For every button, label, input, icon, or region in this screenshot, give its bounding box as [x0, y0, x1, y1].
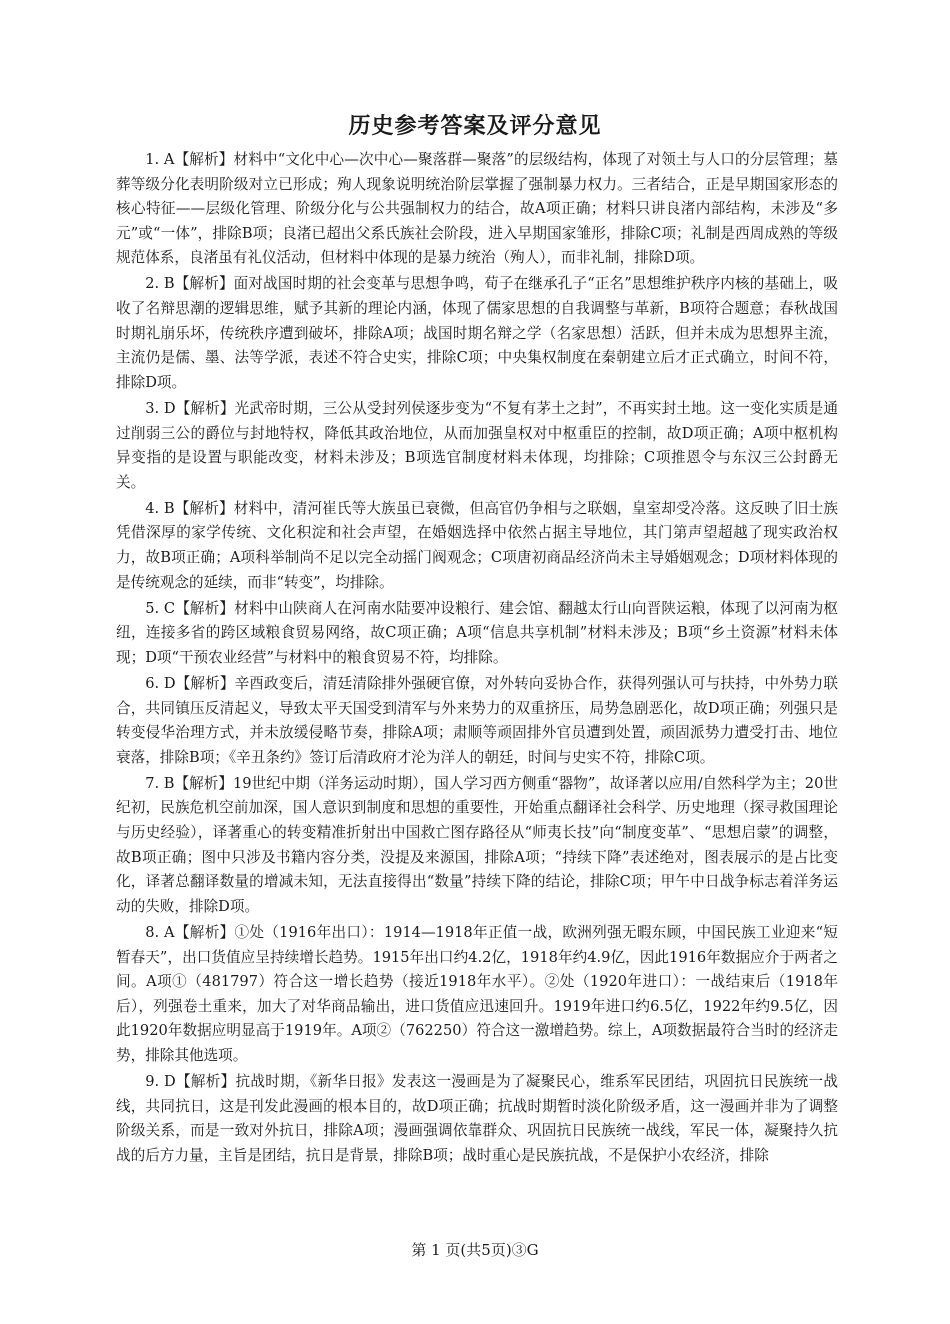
answer-paragraph-2: 2. B【解析】面对战国时期的社会变革与思想争鸣，荀子在继承孔子“正名”思想维护秩序内核的基础上，吸收了名辩思潮的逻辑思维，赋予其新的理论内涵，体现了儒家思想的自我调整与革新，B项符合题意；春秋战国时期礼崩乐坏，传统秩序遭到破坏，排除A项；战国时期名辩之学（名家思想）活跃，但并未成为思想界主流，主流仍是儒、墨、法等学派，表述不符合史实，排除C项；中央集权制度在秦朝建立后才正式确立，时间不符，排除D项。	[116, 275, 838, 391]
answer-paragraph-4: 4. B【解析】材料中，清河崔氏等大族虽已衰微，但高官仍争相与之联姻，皇室却受冷落。这反映了旧士族凭借深厚的家学传统、文化积淀和社会声望，在婚姻选择中依然占据主导地位，其门第声望超越了现实政治权力，故B项正确；A项科举制尚不足以完全动摇门阀观念；C项唐初商品经济尚未主导婚姻观念；D项材料体现的是传统观念的延续，而非“转变”，均排除。	[116, 499, 838, 591]
answer-body	[116, 148, 838, 1170]
page-footer: 第 1 页(共5页)③G	[411, 1241, 539, 1259]
answer-paragraph-9: 9. D【解析】抗战时期，《新华日报》发表这一漫画是为了凝聚民心，维系军民团结，巩固抗日民族统一战线，共同抗日，这是刊发此漫画的根本目的，故D项正确；抗战时期暂时淡化阶级矛盾，这一漫画并非为了调整阶级关系，而是一致对外抗日，排除A项；漫画强调依靠群众、巩固抗日民族统一战线，军民一体，凝聚持久抗战的后方力量，主旨是团结，抗日是背景，排除B项；战时重心是民族抗战，不是保护小农经济，排除	[116, 1072, 838, 1164]
answer-paragraph-3: 3. D【解析】光武帝时期，三公从受封列侯逐步变为“不复有茅土之封”，不再实封土地。这一变化实质是通过削弱三公的爵位与封地特权，降低其政治地位，从而加强皇权对中枢重臣的控制，故D项正确；A项中枢机构异变指的是设置与职能改变，材料未涉及；B项选官制度材料未体现，均排除；C项推恩令与东汉三公封爵无关。	[116, 399, 838, 491]
answer-paragraph-6: 6. D【解析】辛酉政变后，清廷清除排外强硬官僚，对外转向妥协合作，获得列强认可与扶持，中外势力联合，共同镇压反清起义，导致太平天国受到清军与外来势力的双重挤压，局势急剧恶化，故D项正确；列强只是转变侵华治理方式，并未放缓侵略节奏，排除A项；肃顺等顽固排外官员遭到处置，顽固派势力遭受打击、地位衰落，排除B项；《辛丑条约》签订后清政府才沦为洋人的朝廷，时间与史实不符，排除C项。	[116, 674, 838, 766]
answer-paragraph-1: 1. A【解析】材料中“文化中心—次中心—聚落群—聚落”的层级结构，体现了对领土与人口的分层管理；墓葬等级分化表明阶级对立已形成；殉人现象说明统治阶层掌握了强制暴力权力。三者结合，正是早期国家形态的核心特征——层级化管理、阶级分化与公共强制权力的结合，故A项正确；材料只讲良渚内部结构，未涉及“多元”或“一体”，排除B项；良渚已超出父系氏族社会阶段，进入早期国家雏形，排除C项；礼制是西周成熟的等级规范体系，良渚虽有礼仪活动，但材料中体现的是暴力统治（殉人），而非礼制，排除D项。	[116, 151, 838, 267]
answer-paragraph-7: 7. B【解析】19世纪中期（洋务运动时期），国人学习西方侧重“器物”，故译著以应用/自然科学为主；20世纪初，民族危机空前加深，国人意识到制度和思想的重要性，开始重点翻译社会科学、历史地理（探寻救国理论与历史经验），译著重心的转变精准折射出中国救亡图存路径从“师夷长技”向“制度变革”、“思想启蒙”的调整，故B项正确；图中只涉及书籍内容分类，没提及来源国，排除A项；“持续下降”表述绝对，图表展示的是占比变化，译著总翻译数量的增减未知，无法直接得出“数量”持续下降的结论，排除C项；甲午中日战争标志着洋务运动的失败，排除D项。	[116, 774, 839, 915]
page-title: 历史参考答案及评分意见	[348, 114, 602, 139]
answer-paragraph-5: 5. C【解析】材料中山陕商人在河南水陆要冲设粮行、建会馆、翻越太行山向晋陕运粮，体现了以河南为枢纽，连接多省的跨区域粮食贸易网络，故C项正确；A项“信息共享机制”材料未涉及；B项“乡土资源”材料未体现；D项“干预农业经营”与材料中的粮食贸易不符，均排除。	[116, 599, 838, 666]
answer-paragraph-8: 8. A【解析】①处（1916年出口）：1914—1918年正值一战，欧洲列强无暇东顾，中国民族工业迎来“短暂春天”，出口货值应呈持续增长趋势。1915年出口约4.2亿，1918年约4.9亿，因此1916年数据应介于两者之间。A项①（481797）符合这一增长趋势（接近1918年水平）。②处（1920年进口）：一战结束后（1918年后），列强卷土重来，加大了对华商品输出，进口货值应迅速回升。1919年进口约6.5亿，1922年约9.5亿，因此1920年数据应明显高于1919年。A项②（762250）符合这一激增趋势。综上，A项数据最符合当时的经济走势，排除其他选项。	[116, 923, 838, 1064]
